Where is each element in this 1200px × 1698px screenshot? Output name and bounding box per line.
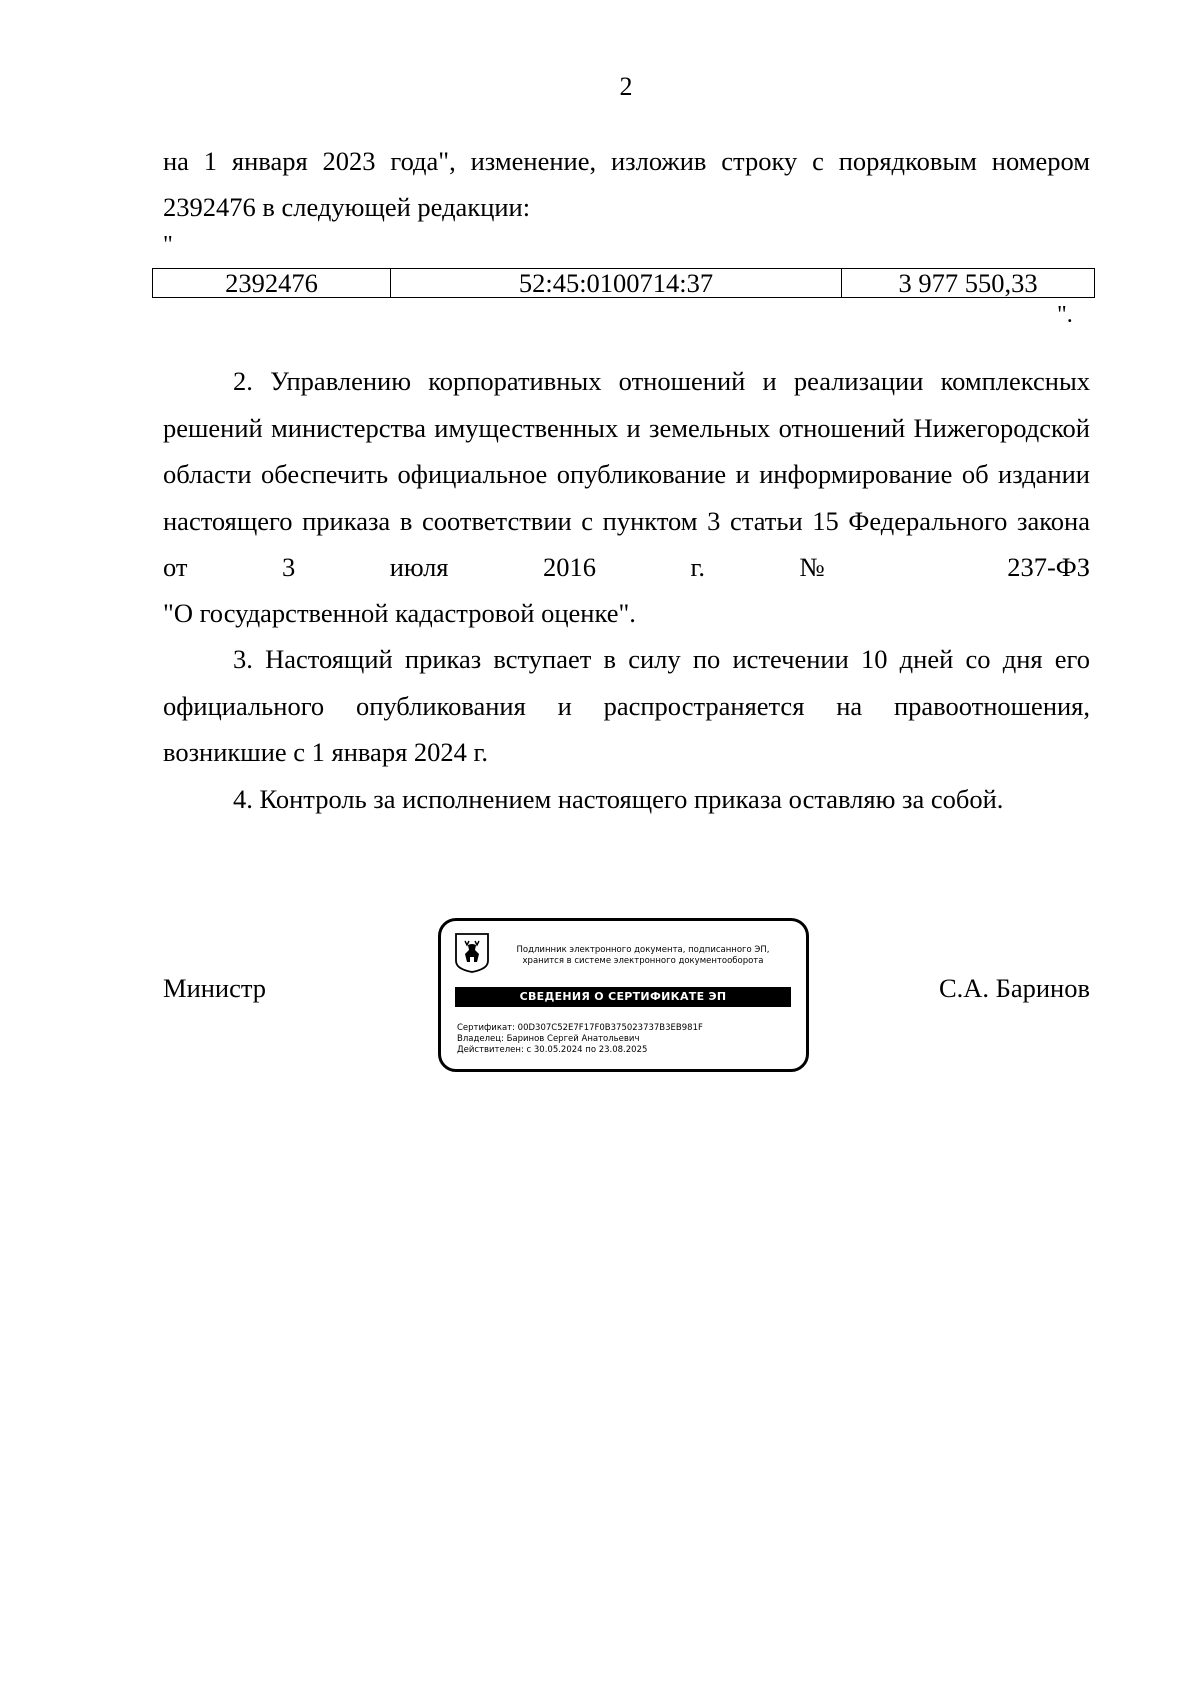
cadastral-row-table — [152, 268, 1095, 298]
table-row — [153, 269, 1095, 298]
stamp-header-line-2: хранится в системе электронного документооборота — [522, 956, 764, 966]
cadastral-number-cell: 52:45:0100714:37 — [391, 269, 842, 298]
paragraph-4: 4. Контроль за исполнением настоящего приказа оставляю за собой. — [233, 784, 1004, 814]
stamp-title-bar: СВЕДЕНИЯ О СЕРТИФИКАТЕ ЭП — [455, 987, 791, 1007]
signer-position: Министр — [163, 973, 267, 1003]
intro-line-1: на 1 января 2023 года", изменение, изложив строку с порядковым номером — [163, 146, 1090, 176]
cadastral-value-cell: 3 977 550,33 — [842, 269, 1095, 298]
signer-name: С.А. Баринов — [938, 973, 1090, 1003]
stamp-details — [457, 1023, 703, 1056]
paragraph-2-last-line: "О государственной кадастровой оценке". — [163, 598, 636, 628]
deer-emblem-icon — [455, 933, 489, 973]
stamp-certificate: Сертификат: 00D307C52E7F17F0B375023737B3EB981F — [457, 1023, 703, 1033]
electronic-signature-stamp — [438, 918, 809, 1072]
stamp-owner: Владелец: Баринов Сергей Анатольевич — [457, 1034, 640, 1044]
stamp-header — [493, 945, 793, 967]
page-number: 2 — [619, 72, 633, 101]
stamp-header-line-1: Подлинник электронного документа, подписанного ЭП, — [516, 945, 770, 955]
row-number-cell: 2392476 — [153, 269, 391, 298]
paragraph-2: 2. Управлению корпоративных отношений и реализации комплексных решений министерства имущественных и земельных отношений Нижегородской области обеспечить официальное опубликование и информирование об издании настоящего приказа в соответствии с пунктом 3 статьи 15 Федерального закона от 3 июля 2016 г. № 237-ФЗ — [163, 366, 1090, 582]
stamp-valid-period: Действителен: с 30.05.2024 по 23.08.2025 — [457, 1045, 648, 1055]
intro-line-2: 2392476 в следующей редакции: — [163, 192, 531, 222]
open-quote: " — [163, 232, 173, 258]
close-quote: ". — [1057, 302, 1073, 328]
paragraph-3: 3. Настоящий приказ вступает в силу по истечении 10 дней со дня его официального опубликования и распространяется на правоотношения, возникшие с 1 января 2024 г. — [163, 644, 1090, 767]
